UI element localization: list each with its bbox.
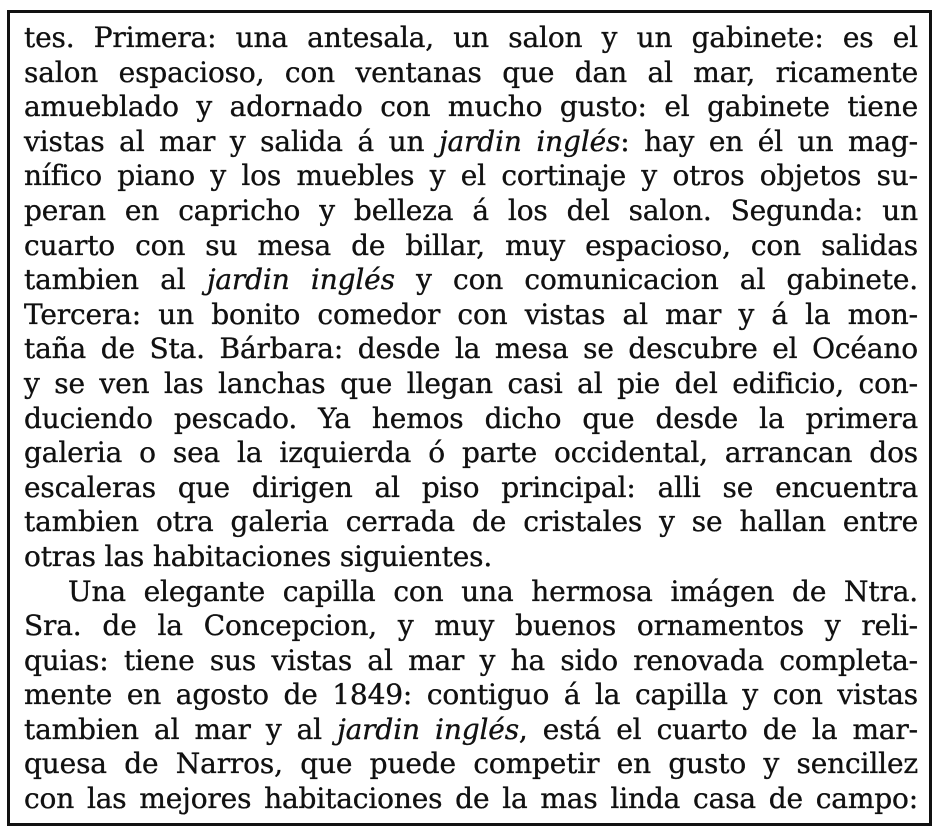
text-line: tambien al mar y al jardin inglés, está el cuarto de la mar- bbox=[24, 712, 918, 746]
text-line: tambien otra galeria cerrada de cristales y se hallan entre bbox=[24, 505, 918, 539]
text-line: galeria o sea la izquierda ó parte occidental, arrancan dos bbox=[24, 436, 918, 470]
page-frame bbox=[7, 10, 932, 826]
text-line: Tercera: un bonito comedor con vistas al mar y á la mon- bbox=[24, 297, 918, 331]
text-line: peran en capricho y belleza á los del salon. Segunda: un bbox=[24, 193, 918, 227]
text-line: con las mejores habitaciones de la mas linda casa de campo: bbox=[24, 782, 918, 816]
text-line: Sra. de la Concepcion, y muy buenos ornamentos y reli- bbox=[24, 609, 918, 643]
text-line: duciendo pescado. Ya hemos dicho que desde la primera bbox=[24, 401, 918, 435]
paragraph-2 bbox=[24, 575, 918, 817]
text-line: tambien al jardin inglés y con comunicacion al gabinete. bbox=[24, 263, 919, 297]
text-line: y se ven las lanchas que llegan casi al pie del edificio, con- bbox=[24, 366, 918, 400]
italic-phrase: jardin inglés bbox=[206, 263, 395, 297]
text-line: mente en agosto de 1849: contiguo á la capilla y con vistas bbox=[24, 678, 918, 712]
text-line: quesa de Narros, que puede competir en gusto y sencillez bbox=[24, 747, 918, 781]
paragraph-1 bbox=[24, 21, 918, 575]
italic-phrase: jardin inglés bbox=[337, 712, 519, 746]
text-line: escaleras que dirigen al piso principal: alli se encuentra bbox=[24, 470, 918, 504]
text-line: cuarto con su mesa de billar, muy espacioso, con salidas bbox=[24, 228, 918, 262]
text-line: Una elegante capilla con una hermosa imágen de Ntra. bbox=[68, 574, 918, 608]
text-line: tes. Primera: una antesala, un salon y un gabinete: es el bbox=[24, 21, 918, 54]
text-line: quias: tiene sus vistas al mar y ha sido renovada completa- bbox=[24, 643, 918, 677]
text-line: taña de Sta. Bárbara: desde la mesa se descubre el Océano bbox=[24, 332, 918, 366]
text-line: amueblado y adornado con mucho gusto: el gabinete tiene bbox=[24, 90, 918, 124]
text-line: vistas al mar y salida á un jardin inglés: hay en él un mag- bbox=[24, 124, 918, 158]
text-line: otras las habitaciones siguientes. bbox=[24, 539, 493, 573]
italic-phrase: jardin inglés bbox=[438, 124, 621, 158]
text-line: salon espacioso, con ventanas que dan al mar, ricamente bbox=[24, 55, 918, 89]
text-block bbox=[24, 21, 918, 817]
text-line: nífico piano y los muebles y el cortinaje y otros objetos su- bbox=[24, 159, 918, 193]
